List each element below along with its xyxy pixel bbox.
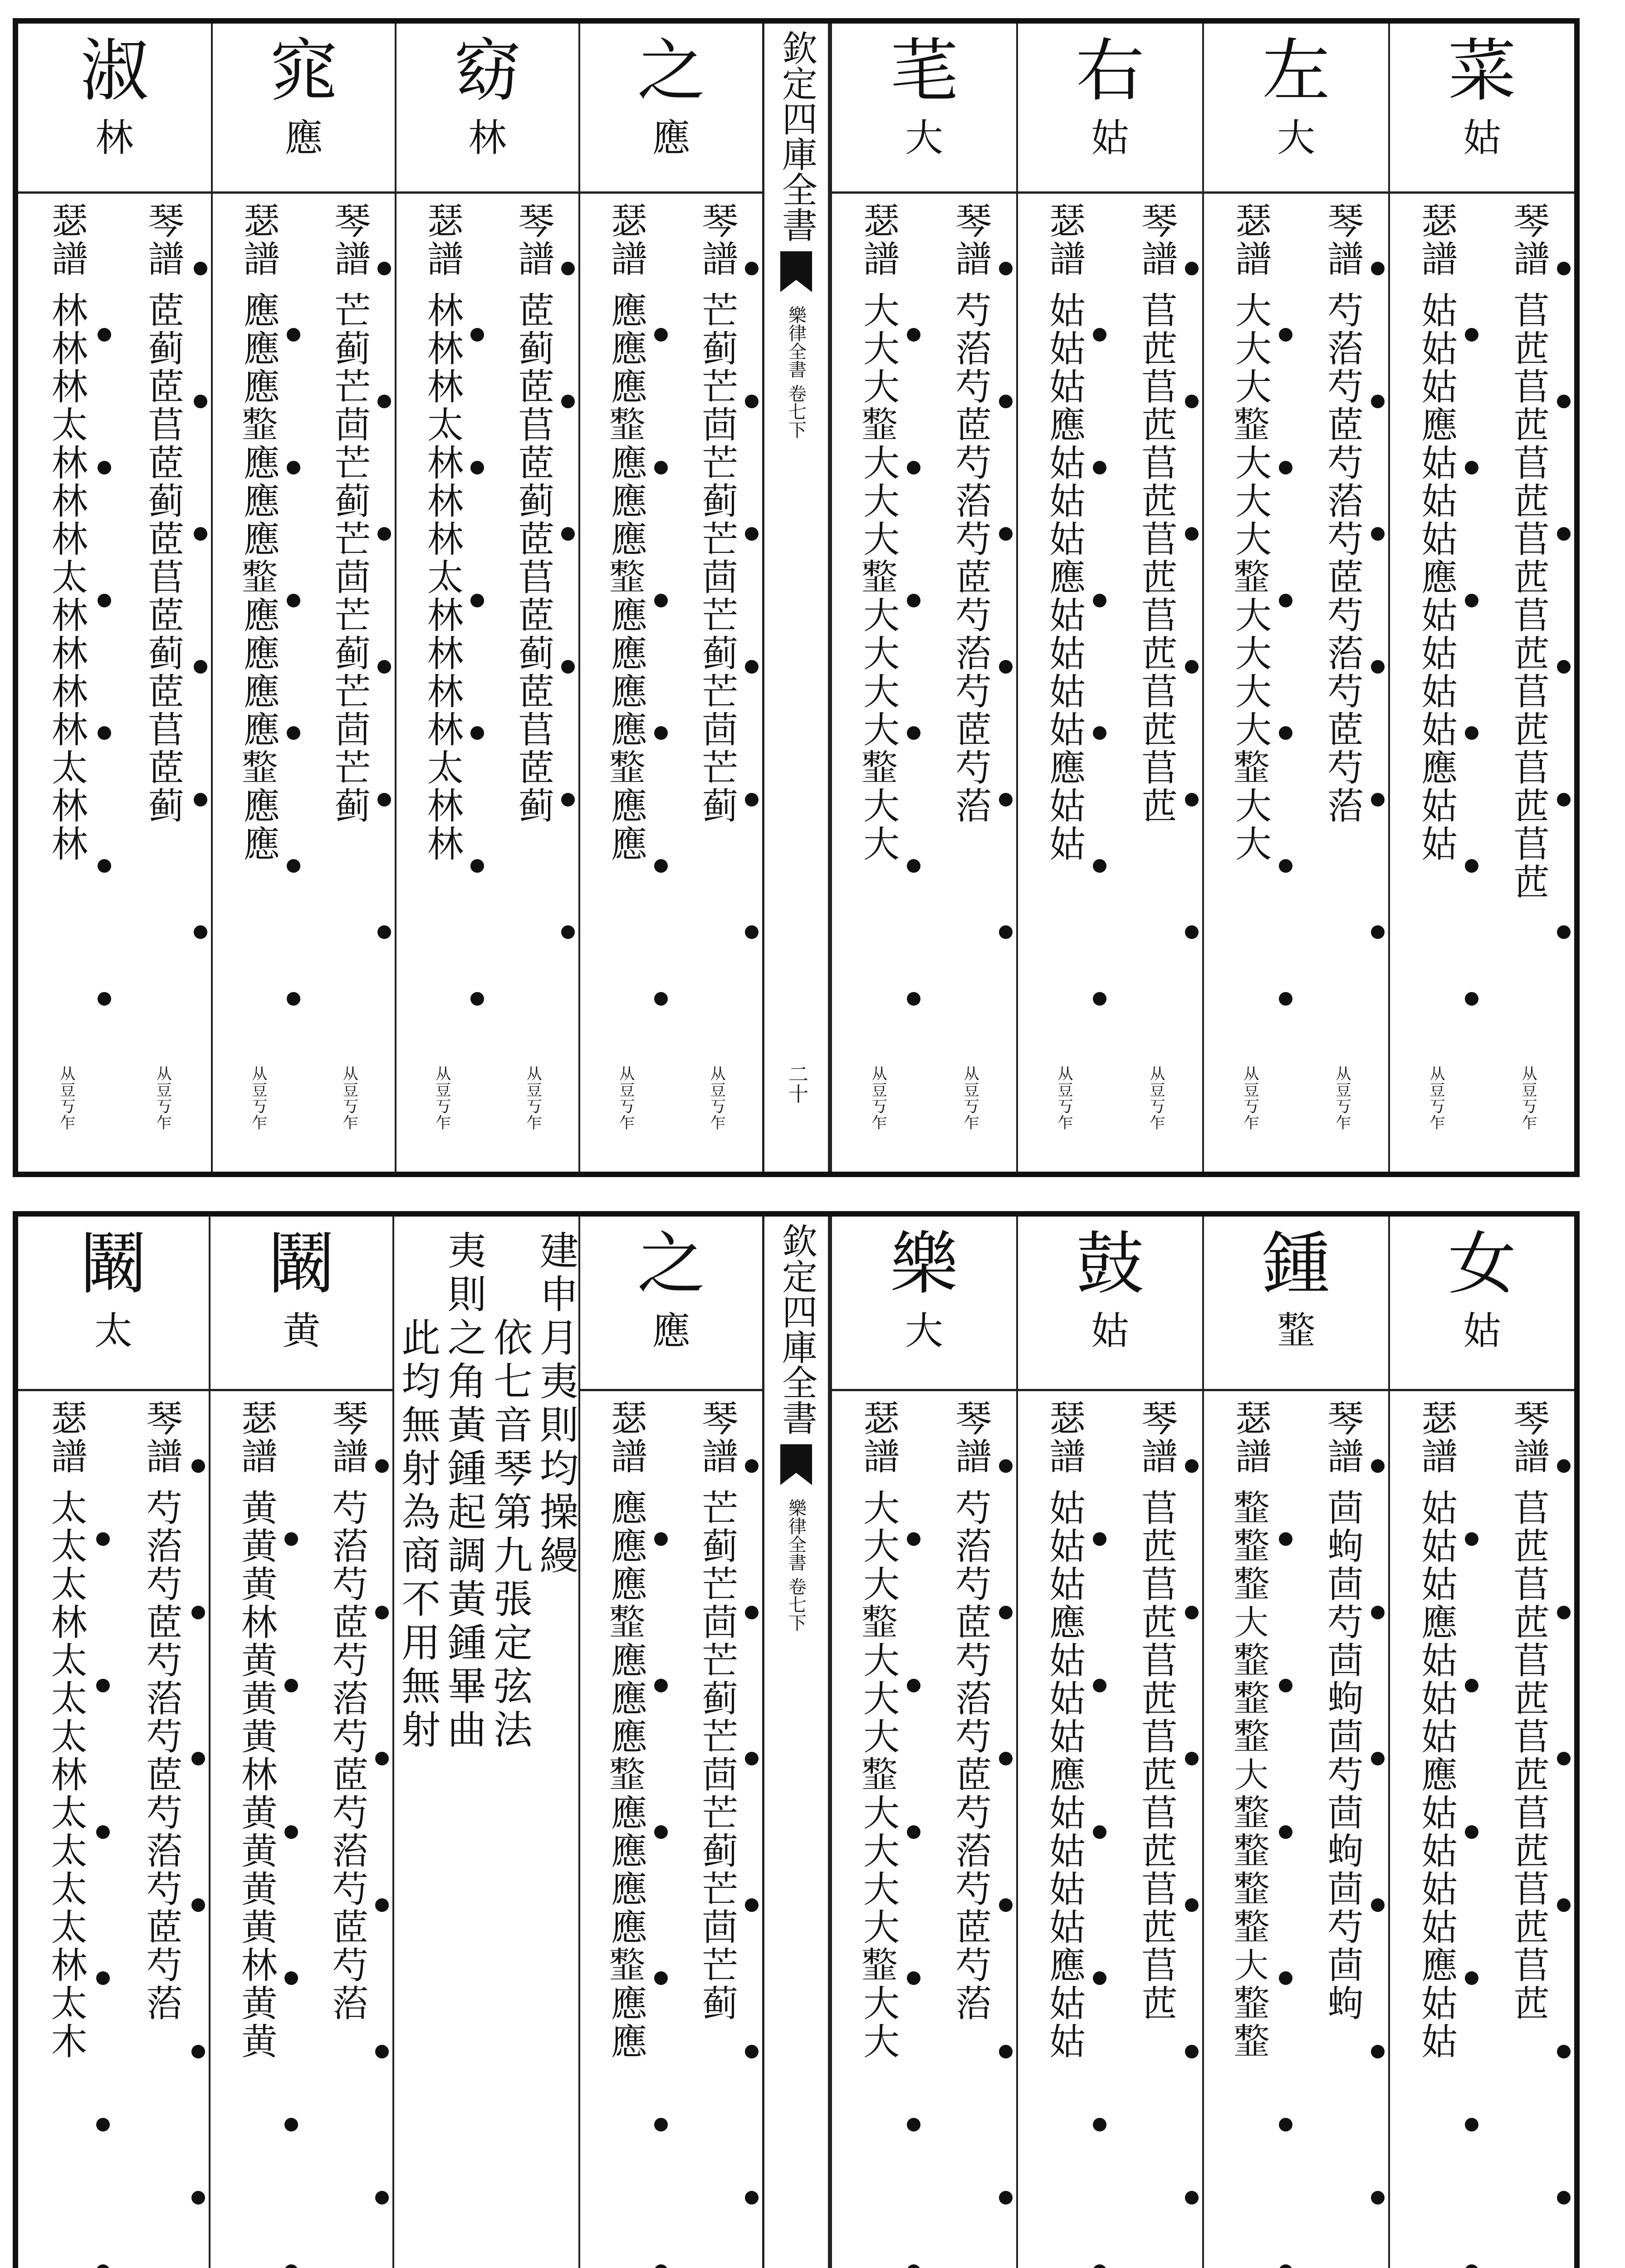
punctuation-dot	[1185, 527, 1199, 541]
notes-block	[392, 1217, 578, 2268]
punctuation-dot	[194, 793, 207, 807]
fingering-marks: 从豆丂乍	[432, 1066, 451, 1131]
punctuation-dot	[1093, 726, 1106, 740]
punctuation-dot	[745, 1606, 759, 1619]
punctuation-dot	[96, 1825, 110, 1839]
punctuation-dot	[284, 1971, 298, 1985]
fingering-marks: 从豆丂乍	[1147, 1066, 1165, 1131]
se-notation: 瑟譜 應應應𩐋應應應𩐋應應應應𩐋應應	[605, 1399, 647, 2061]
lyric-char: 窈	[453, 32, 522, 111]
punctuation-dot	[1279, 859, 1292, 873]
section-meta: 樂律全書 卷七下	[785, 1499, 807, 1632]
fingering-marks: 从豆丂乍	[524, 1066, 542, 1131]
punctuation-dot	[1279, 1825, 1292, 1839]
lyric-char: 女	[1448, 1225, 1516, 1304]
se-notation: 瑟譜 大大大𩐋大大大𩐋大大大大𩐋大大	[1229, 202, 1272, 863]
column-group	[578, 24, 762, 1172]
punctuation-dot	[745, 262, 759, 275]
punctuation-dot	[191, 2191, 205, 2204]
punctuation-dot	[377, 527, 391, 541]
punctuation-dot	[1465, 726, 1478, 740]
punctuation-dot	[1465, 2118, 1478, 2131]
pitch-label: 太	[94, 1309, 132, 1353]
bottom-page	[13, 1211, 1580, 2268]
punctuation-dot	[284, 1679, 298, 1692]
punctuation-dot	[287, 726, 300, 740]
note-line: 建申月夷則均操縵	[533, 1230, 578, 1579]
punctuation-dot	[377, 395, 391, 408]
punctuation-dot	[654, 461, 668, 474]
punctuation-dot	[194, 660, 207, 674]
punctuation-dot	[470, 992, 484, 1006]
column-group	[211, 24, 395, 1172]
punctuation-dot	[999, 2045, 1013, 2058]
punctuation-dot	[907, 992, 920, 1006]
lyric-char: 淑	[80, 32, 149, 111]
column-group	[1202, 24, 1388, 1172]
qin-notation: 琴譜 苢苉苢苉苢苉苢苉苢苉苢苉苢苉	[1135, 1399, 1178, 2023]
punctuation-dot	[1371, 262, 1385, 275]
pitch-label: 姑	[1091, 1309, 1129, 1353]
punctuation-dot	[1465, 1971, 1478, 1985]
punctuation-dot	[561, 793, 575, 807]
pitch-label: 𩐋	[1277, 1309, 1315, 1353]
top-page	[13, 18, 1580, 1177]
punctuation-dot	[907, 1971, 920, 1985]
punctuation-dot	[375, 1459, 389, 1473]
qin-notation: 琴譜 芍菭芍茝芍菭芍茝芍菭芍茝芍菭	[140, 1399, 182, 2023]
punctuation-dot	[1557, 1898, 1571, 1912]
qin-notation: 琴譜 芍菭芍茝芍菭芍茝芍菭芍茝芍菭	[949, 202, 992, 825]
punctuation-dot	[191, 1606, 205, 1619]
punctuation-dot	[561, 395, 575, 408]
punctuation-dot	[1371, 395, 1385, 408]
punctuation-dot	[1465, 859, 1478, 873]
se-notation: 瑟譜 林林林太林林林太林林林林太林林	[421, 202, 464, 863]
punctuation-dot	[1465, 992, 1478, 1006]
punctuation-dot	[1185, 793, 1199, 807]
punctuation-dot	[1557, 527, 1571, 541]
punctuation-dot	[284, 1825, 298, 1839]
punctuation-dot	[907, 2118, 920, 2131]
punctuation-dot	[98, 461, 111, 474]
column-group	[18, 24, 211, 1172]
punctuation-dot	[1185, 1606, 1199, 1619]
punctuation-dot	[377, 262, 391, 275]
punctuation-dot	[561, 925, 575, 939]
se-notation: 瑟譜 𩐋𩐋𩐋大𩐋𩐋𩐋大𩐋𩐋𩐋𩐋大𩐋𩐋	[1229, 1399, 1272, 2061]
lyric-header	[1390, 24, 1574, 194]
colophon: 欽定四庫全書	[776, 1223, 817, 1435]
fish-tail-mark	[780, 251, 812, 292]
punctuation-dot	[375, 2191, 389, 2204]
punctuation-dot	[907, 859, 920, 873]
punctuation-dot	[907, 1679, 920, 1692]
punctuation-dot	[654, 1532, 668, 1546]
punctuation-dot	[1279, 992, 1292, 1006]
punctuation-dot	[1465, 1679, 1478, 1692]
punctuation-dot	[1371, 1752, 1385, 1765]
punctuation-dot	[654, 1971, 668, 1985]
qin-notation: 琴譜 芒蓟芒茴芒蓟芒茴芒蓟芒茴芒蓟	[695, 1399, 738, 2023]
qin-notation: 琴譜 芍菭芍茝芍菭芍茝芍菭芍茝芍菭	[949, 1399, 992, 2023]
punctuation-dot	[999, 1898, 1013, 1912]
pitch-label: 姑	[1463, 1309, 1501, 1353]
punctuation-dot	[561, 660, 575, 674]
pitch-label: 應	[652, 116, 690, 160]
fingering-marks: 从豆丂乍	[707, 1066, 726, 1131]
punctuation-dot	[1185, 2191, 1199, 2204]
punctuation-dot	[1371, 527, 1385, 541]
qin-notation: 琴譜 茝蓟茝苢茝蓟茝苢茝蓟茝苢茝蓟	[512, 202, 554, 825]
punctuation-dot	[287, 328, 300, 342]
punctuation-dot	[98, 859, 111, 873]
punctuation-dot	[1557, 2045, 1571, 2058]
punctuation-dot	[1371, 1606, 1385, 1619]
qin-notation: 琴譜 芍菭芍茝芍菭芍茝芍菭芍茝芍菭	[326, 1399, 368, 2023]
punctuation-dot	[375, 1752, 389, 1765]
punctuation-dot	[1279, 2264, 1292, 2268]
punctuation-dot	[1093, 1679, 1106, 1692]
punctuation-dot	[194, 395, 207, 408]
se-notation: 瑟譜 應應應𩐋應應應𩐋應應應應𩐋應應	[237, 202, 280, 863]
lyric-char: 之	[637, 1225, 705, 1304]
pitch-label: 大	[905, 1309, 943, 1353]
punctuation-dot	[377, 660, 391, 674]
punctuation-dot	[194, 527, 207, 541]
punctuation-dot	[745, 2045, 759, 2058]
punctuation-dot	[654, 1825, 668, 1839]
punctuation-dot	[98, 726, 111, 740]
column-group	[1388, 1217, 1574, 2268]
lyric-char: 鼓	[1076, 1225, 1144, 1304]
punctuation-dot	[98, 992, 111, 1006]
qin-notation: 琴譜 苢苉苢苉苢苉苢苉苢苉苢苉苢苉	[1135, 202, 1178, 825]
punctuation-dot	[470, 328, 484, 342]
note-line: 依七音琴第九張定弦法	[487, 1230, 533, 1753]
fingering-marks: 从豆丂乍	[1427, 1066, 1445, 1131]
punctuation-dot	[907, 1825, 920, 1839]
lyric-char: 鬫	[79, 1225, 147, 1304]
fingering-marks: 从豆丂乍	[1333, 1066, 1351, 1131]
punctuation-dot	[1093, 859, 1106, 873]
punctuation-dot	[1185, 2045, 1199, 2058]
punctuation-dot	[1465, 1825, 1478, 1839]
se-notation: 瑟譜 姑姑姑應姑姑姑應姑姑姑姑應姑姑	[1043, 1399, 1086, 2061]
se-notation: 瑟譜 大大大𩐋大大大𩐋大大大大𩐋大大	[857, 202, 900, 863]
punctuation-dot	[1371, 660, 1385, 674]
qin-notation: 琴譜 苢苉苢苉苢苉苢苉苢苉苢苉苢苉	[1507, 1399, 1550, 2023]
punctuation-dot	[1185, 1752, 1199, 1765]
punctuation-dot	[191, 1752, 205, 1765]
punctuation-dot	[654, 992, 668, 1006]
punctuation-dot	[745, 2191, 759, 2204]
punctuation-dot	[287, 859, 300, 873]
punctuation-dot	[375, 2045, 389, 2058]
fingering-marks: 从豆丂乍	[153, 1066, 172, 1131]
punctuation-dot	[1557, 1752, 1571, 1765]
lyric-char: 鬫	[267, 1225, 336, 1304]
punctuation-dot	[1185, 395, 1199, 408]
qin-notation: 琴譜 苢苉苢苉苢苉苢苉苢苉苢苉苢苉苢苉	[1507, 202, 1550, 901]
column-group	[209, 1217, 392, 2268]
punctuation-dot	[191, 1898, 205, 1912]
pitch-label: 黄	[282, 1309, 321, 1353]
fingering-marks: 从豆丂乍	[340, 1066, 358, 1131]
punctuation-dot	[1185, 660, 1199, 674]
punctuation-dot	[654, 2118, 668, 2131]
column-group	[1388, 24, 1574, 1172]
column-group	[395, 24, 578, 1172]
section-meta: 樂律全書 卷七下	[785, 306, 807, 439]
column-group	[1016, 1217, 1202, 2268]
punctuation-dot	[999, 1752, 1013, 1765]
lyric-char: 左	[1262, 32, 1330, 111]
punctuation-dot	[745, 527, 759, 541]
punctuation-dot	[999, 1606, 1013, 1619]
punctuation-dot	[1557, 262, 1571, 275]
centre-column	[762, 24, 830, 1172]
punctuation-dot	[1557, 793, 1571, 807]
punctuation-dot	[1279, 328, 1292, 342]
punctuation-dot	[1185, 1898, 1199, 1912]
punctuation-dot	[907, 328, 920, 342]
se-notation: 瑟譜 太太太林太太太林太太太太林太木	[45, 1399, 87, 2061]
punctuation-dot	[1371, 2191, 1385, 2204]
punctuation-dot	[1557, 660, 1571, 674]
punctuation-dot	[1093, 594, 1106, 607]
punctuation-dot	[1185, 262, 1199, 275]
pitch-label: 應	[652, 1309, 690, 1353]
punctuation-dot	[745, 1898, 759, 1912]
punctuation-dot	[1279, 461, 1292, 474]
punctuation-dot	[1557, 925, 1571, 939]
punctuation-dot	[999, 527, 1013, 541]
lyric-char: 右	[1076, 32, 1144, 111]
punctuation-dot	[1093, 1532, 1106, 1546]
qin-notation: 琴譜 茴蚼茴芍茴蚼茴芍茴蚼茴芍茴蚼	[1321, 1399, 1364, 2023]
colophon: 欽定四庫全書	[776, 30, 817, 242]
punctuation-dot	[1093, 2264, 1106, 2268]
punctuation-dot	[1093, 328, 1106, 342]
punctuation-dot	[287, 992, 300, 1006]
punctuation-dot	[1557, 395, 1571, 408]
punctuation-dot	[96, 1679, 110, 1692]
column-group	[1016, 24, 1202, 1172]
punctuation-dot	[745, 1459, 759, 1473]
column-group	[830, 24, 1016, 1172]
punctuation-dot	[96, 2118, 110, 2131]
punctuation-dot	[654, 859, 668, 873]
punctuation-dot	[375, 1606, 389, 1619]
punctuation-dot	[1557, 1459, 1571, 1473]
punctuation-dot	[1185, 1459, 1199, 1473]
punctuation-dot	[745, 793, 759, 807]
punctuation-dot	[1279, 726, 1292, 740]
punctuation-dot	[999, 395, 1013, 408]
punctuation-dot	[654, 594, 668, 607]
punctuation-dot	[1371, 793, 1385, 807]
lyric-char: 樂	[890, 1225, 958, 1304]
lyric-char: 之	[637, 32, 705, 111]
punctuation-dot	[907, 461, 920, 474]
fingering-marks: 从豆丂乍	[57, 1066, 75, 1131]
punctuation-dot	[1093, 461, 1106, 474]
punctuation-dot	[999, 2191, 1013, 2204]
punctuation-dot	[284, 1532, 298, 1546]
punctuation-dot	[999, 925, 1013, 939]
punctuation-dot	[745, 395, 759, 408]
fingering-marks: 从豆丂乍	[1519, 1066, 1537, 1131]
note-line: 夷則之角黃鍾起調黃鍾畢曲	[441, 1230, 486, 1753]
note-line: 此均無射為商不用無射	[395, 1230, 441, 1753]
qin-notation: 琴譜 芍菭芍茝芍菭芍茝芍菭芍茝芍菭	[1321, 202, 1364, 825]
pitch-label: 林	[468, 116, 507, 160]
pitch-label: 大	[905, 116, 943, 160]
punctuation-dot	[375, 1898, 389, 1912]
punctuation-dot	[194, 262, 207, 275]
page-number: 二十	[785, 1064, 808, 1104]
punctuation-dot	[470, 726, 484, 740]
se-notation: 瑟譜 姑姑姑應姑姑姑應姑姑姑姑應姑姑	[1415, 202, 1458, 863]
punctuation-dot	[191, 2045, 205, 2058]
punctuation-dot	[999, 262, 1013, 275]
punctuation-dot	[96, 1532, 110, 1546]
punctuation-dot	[1279, 2118, 1292, 2131]
qin-notation: 琴譜 芒蓟芒茴芒蓟芒茴芒蓟芒茴芒蓟	[695, 202, 738, 825]
punctuation-dot	[1279, 594, 1292, 607]
punctuation-dot	[98, 328, 111, 342]
punctuation-dot	[999, 1459, 1013, 1473]
punctuation-dot	[1557, 1606, 1571, 1619]
punctuation-dot	[1279, 1971, 1292, 1985]
punctuation-dot	[654, 1679, 668, 1692]
se-notation: 瑟譜 大大大𩐋大大大𩐋大大大大𩐋大大	[857, 1399, 900, 2061]
lyric-char: 芼	[890, 32, 958, 111]
punctuation-dot	[377, 925, 391, 939]
pitch-label: 姑	[1463, 116, 1501, 160]
punctuation-dot	[561, 262, 575, 275]
punctuation-dot	[1465, 1532, 1478, 1546]
punctuation-dot	[470, 594, 484, 607]
fingering-marks: 从豆丂乍	[869, 1066, 887, 1131]
punctuation-dot	[1465, 594, 1478, 607]
punctuation-dot	[1371, 1459, 1385, 1473]
punctuation-dot	[1185, 925, 1199, 939]
punctuation-dot	[1093, 1971, 1106, 1985]
pitch-label: 應	[284, 116, 323, 160]
punctuation-dot	[287, 594, 300, 607]
punctuation-dot	[98, 594, 111, 607]
punctuation-dot	[284, 2118, 298, 2131]
se-notation: 瑟譜 姑姑姑應姑姑姑應姑姑姑姑應姑姑	[1043, 202, 1086, 863]
punctuation-dot	[745, 925, 759, 939]
se-notation: 瑟譜 黄黄黄林黄黄黄林黄黄黄黄林黄黄	[235, 1399, 278, 2061]
punctuation-dot	[1465, 2264, 1478, 2268]
punctuation-dot	[907, 2264, 920, 2268]
column-group	[18, 1217, 209, 2268]
punctuation-dot	[907, 594, 920, 607]
punctuation-dot	[745, 660, 759, 674]
punctuation-dot	[654, 726, 668, 740]
punctuation-dot	[191, 1459, 205, 1473]
punctuation-dot	[654, 2264, 668, 2268]
punctuation-dot	[907, 726, 920, 740]
qin-notation: 琴譜 茝蓟茝苢茝蓟茝苢茝蓟茝苢茝蓟	[142, 202, 184, 825]
fingering-marks: 从豆丂乍	[249, 1066, 267, 1131]
pitch-label: 姑	[1091, 116, 1129, 160]
punctuation-dot	[1465, 328, 1478, 342]
centre-column	[762, 1217, 830, 2268]
punctuation-dot	[1371, 925, 1385, 939]
punctuation-dot	[194, 925, 207, 939]
column-group	[830, 1217, 1016, 2268]
fingering-marks: 从豆丂乍	[1055, 1066, 1073, 1131]
punctuation-dot	[96, 1971, 110, 1985]
punctuation-dot	[1557, 2191, 1571, 2204]
punctuation-dot	[284, 2264, 298, 2268]
lyric-char: 窕	[269, 32, 338, 111]
se-notation: 瑟譜 林林林太林林林太林林林林太林林	[45, 202, 88, 863]
punctuation-dot	[1093, 2118, 1106, 2131]
punctuation-dot	[470, 859, 484, 873]
punctuation-dot	[1279, 1679, 1292, 1692]
punctuation-dot	[1371, 2045, 1385, 2058]
column-group	[1202, 1217, 1388, 2268]
lyric-char: 鍾	[1262, 1225, 1330, 1304]
column-group	[578, 1217, 762, 2268]
fingering-marks: 从豆丂乍	[1241, 1066, 1259, 1131]
pitch-label: 大	[1277, 116, 1315, 160]
pitch-label: 林	[95, 116, 134, 160]
qin-notation: 琴譜 芒蓟芒茴芒蓟芒茴芒蓟芒茴芒蓟	[328, 202, 371, 825]
lyric-char: 菜	[1448, 32, 1516, 111]
punctuation-dot	[96, 2264, 110, 2268]
punctuation-dot	[287, 461, 300, 474]
punctuation-dot	[561, 527, 575, 541]
punctuation-dot	[999, 793, 1013, 807]
se-notation: 瑟譜 姑姑姑應姑姑姑應姑姑姑姑應姑姑	[1415, 1399, 1458, 2061]
punctuation-dot	[1093, 1825, 1106, 1839]
se-notation: 瑟譜 應應應𩐋應應應𩐋應應應應𩐋應應	[605, 202, 647, 863]
punctuation-dot	[999, 660, 1013, 674]
punctuation-dot	[1279, 1532, 1292, 1546]
punctuation-dot	[1093, 992, 1106, 1006]
punctuation-dot	[1465, 461, 1478, 474]
punctuation-dot	[907, 1532, 920, 1546]
punctuation-dot	[745, 1752, 759, 1765]
punctuation-dot	[654, 328, 668, 342]
fingering-marks: 从豆丂乍	[616, 1066, 635, 1131]
punctuation-dot	[377, 793, 391, 807]
punctuation-dot	[1371, 1898, 1385, 1912]
punctuation-dot	[470, 461, 484, 474]
fingering-marks: 从豆丂乍	[961, 1066, 979, 1131]
fish-tail-mark	[780, 1444, 812, 1485]
